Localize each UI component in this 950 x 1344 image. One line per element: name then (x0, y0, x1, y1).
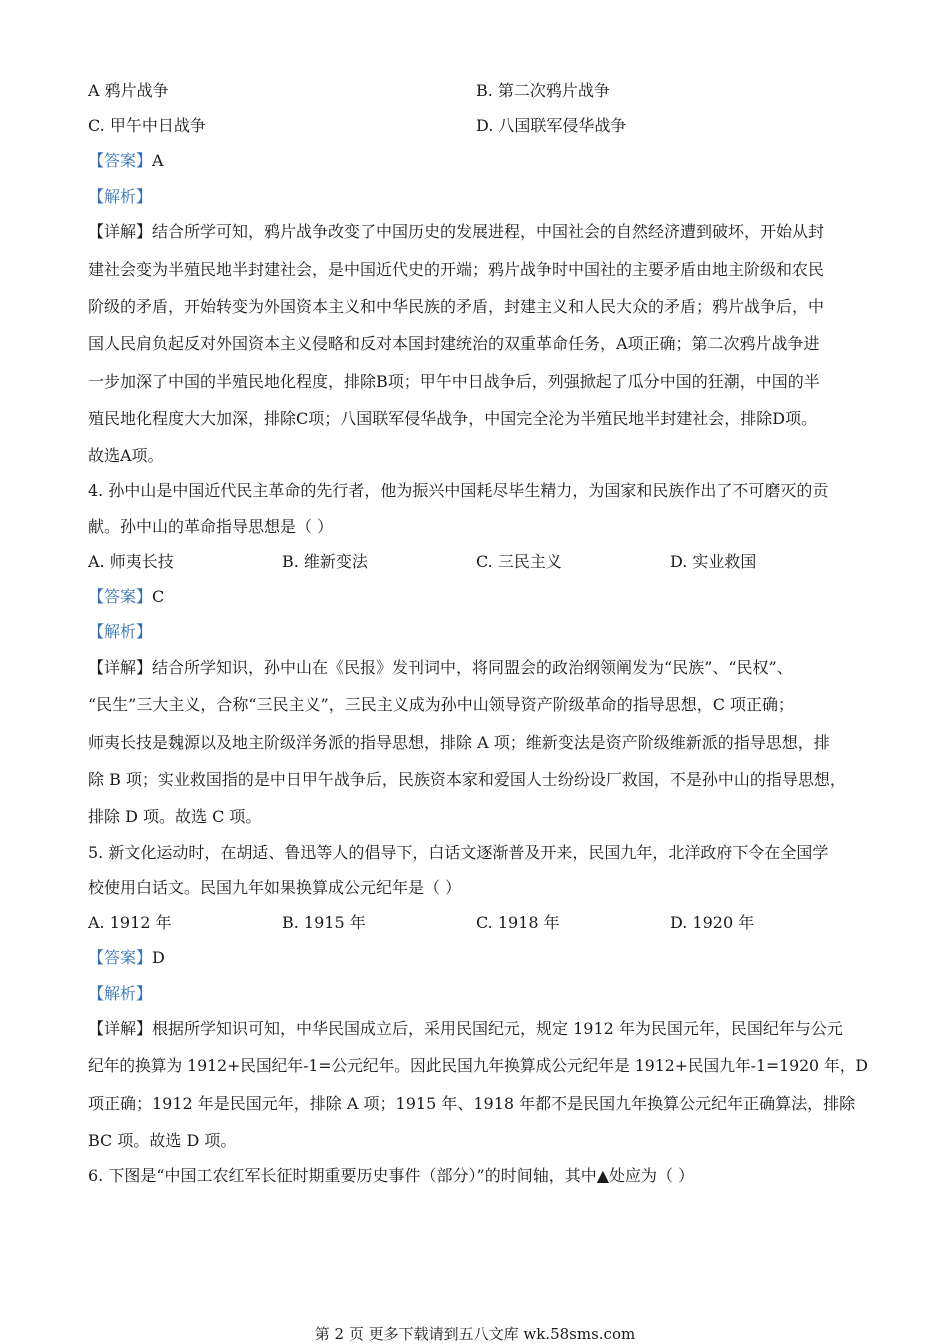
q4-detail-line (88, 658, 868, 678)
q4-stem-line: 献。孙中山的革命指导思想是（ ） (88, 517, 334, 536)
analysis-tag: 【解析】 (88, 622, 153, 641)
q5-detail-line (88, 1019, 868, 1039)
q4-detail-line: 排除 D 项。故选 C 项。 (88, 807, 262, 826)
q3-detail-line: 殖民地化程度大大加深，排除C项；八国联军侵华战争，中国完全沦为半殖民地半封建社会，排除D项。 (88, 409, 818, 428)
analysis-tag: 【解析】 (88, 984, 153, 1003)
q5-option-b: B. 1915 年 (282, 913, 366, 932)
q3-option-b: B. 第二次鸦片战争 (476, 81, 610, 100)
q3-detail-line: 一步加深了中国的半殖民地化程度，排除B项；甲午中日战争后，列强掀起了瓜分中国的狂潮，中国的半 (88, 372, 820, 391)
q6-stem: 6. 下图是“中国工农红军长征时期重要历史事件（部分）”的时间轴，其中▲处应为（ ） (88, 1166, 695, 1185)
q5-option-c: C. 1918 年 (476, 913, 560, 932)
detail-tag: 【详解】 (88, 658, 153, 677)
q4-detail-line: 除 B 项；实业救国指的是中日甲午战争后，民族资本家和爱国人士纷纷设厂救国，不是孙中山的指导思想， (88, 770, 846, 789)
q3-option-a: A 鸦片战争 (88, 81, 169, 100)
q5-detail-line: BC 项。故选 D 项。 (88, 1131, 237, 1150)
q3-detail-line: 阶级的矛盾，开始转变为外国资本主义和中华民族的矛盾，封建主义和人民大众的矛盾；鸦片战争后，中 (88, 297, 825, 316)
q4-option-a: A. 师夷长技 (88, 552, 174, 571)
q4-stem-line: 4. 孙中山是中国近代民主革命的先行者，他为振兴中国耗尽毕生精力，为国家和民族作出了不可磨灭的贡 (88, 481, 829, 500)
q3-detail-line (88, 222, 868, 242)
detail-text: 结合所学知识，孙中山在《民报》发刊词中，将同盟会的政治纲领阐发为“民族”、“民权”、 (152, 658, 793, 677)
q4-detail-line: 师夷长技是魏源以及地主阶级洋务派的指导思想，排除 A 项；维新变法是资产阶级维新派的指导思想，排 (88, 733, 830, 752)
q4-detail-line: “民生”三大主义，合称“三民主义”，三民主义成为孙中山领导资产阶级革命的指导思想，C 项正确； (88, 695, 795, 714)
answer-value: C (152, 587, 165, 606)
q3-option-d: D. 八国联军侵华战争 (476, 116, 627, 135)
q5-stem-line: 5. 新文化运动时，在胡适、鲁迅等人的倡导下，白话文逐渐普及开来，民国九年，北洋政府下令在全国学 (88, 843, 829, 862)
q3-option-c: C. 甲午中日战争 (88, 116, 206, 135)
q4-option-d: D. 实业救国 (670, 552, 757, 571)
detail-text: 根据所学知识可知，中华民国成立后，采用民国纪元，规定 1912 年为民国元年，民国纪年与公元 (152, 1019, 843, 1038)
q3-detail-line: 故选A项。 (88, 446, 164, 465)
q4-option-c: C. 三民主义 (476, 552, 562, 571)
page-footer: 第 2 页 更多下载请到五八文库 wk.58sms.com (314, 1325, 636, 1343)
answer-tag: 【答案】 (88, 587, 153, 606)
q3-detail-line: 国人民肩负起反对外国资本主义侵略和反对本国封建统治的双重革命任务，A项正确；第二次鸦片战争进 (88, 334, 820, 353)
q3-answer (88, 151, 868, 171)
q5-detail-line: 纪年的换算为 1912+民国纪年-1=公元纪年。因此民国九年换算成公元纪年是 1912+民国九年-1=1920 年，D (88, 1056, 869, 1075)
q5-answer (88, 948, 868, 968)
answer-value: A (152, 151, 164, 170)
q5-detail-line: 项正确；1912 年是民国元年，排除 A 项；1915 年、1918 年都不是民国九年换算公元纪年正确算法，排除 (88, 1094, 856, 1113)
answer-value: D (152, 948, 165, 967)
q5-option-d: D. 1920 年 (670, 913, 755, 932)
q3-analysis (88, 187, 868, 207)
q5-analysis (88, 984, 868, 1004)
detail-text: 结合所学可知，鸦片战争改变了中国历史的发展进程，中国社会的自然经济遭到破坏，开始从封 (152, 222, 825, 241)
answer-tag: 【答案】 (88, 151, 153, 170)
q5-stem-line: 校使用白话文。民国九年如果换算成公元纪年是（ ） (88, 878, 462, 897)
q5-option-a: A. 1912 年 (88, 913, 172, 932)
q3-detail-line: 建社会变为半殖民地半封建社会，是中国近代史的开端；鸦片战争时中国社的主要矛盾由地主阶级和农民 (88, 260, 825, 279)
analysis-tag: 【解析】 (88, 187, 153, 206)
detail-tag: 【详解】 (88, 222, 153, 241)
detail-tag: 【详解】 (88, 1019, 153, 1038)
q4-option-b: B. 维新变法 (282, 552, 368, 571)
q4-answer (88, 587, 868, 607)
q4-analysis (88, 622, 868, 642)
answer-tag: 【答案】 (88, 948, 153, 967)
